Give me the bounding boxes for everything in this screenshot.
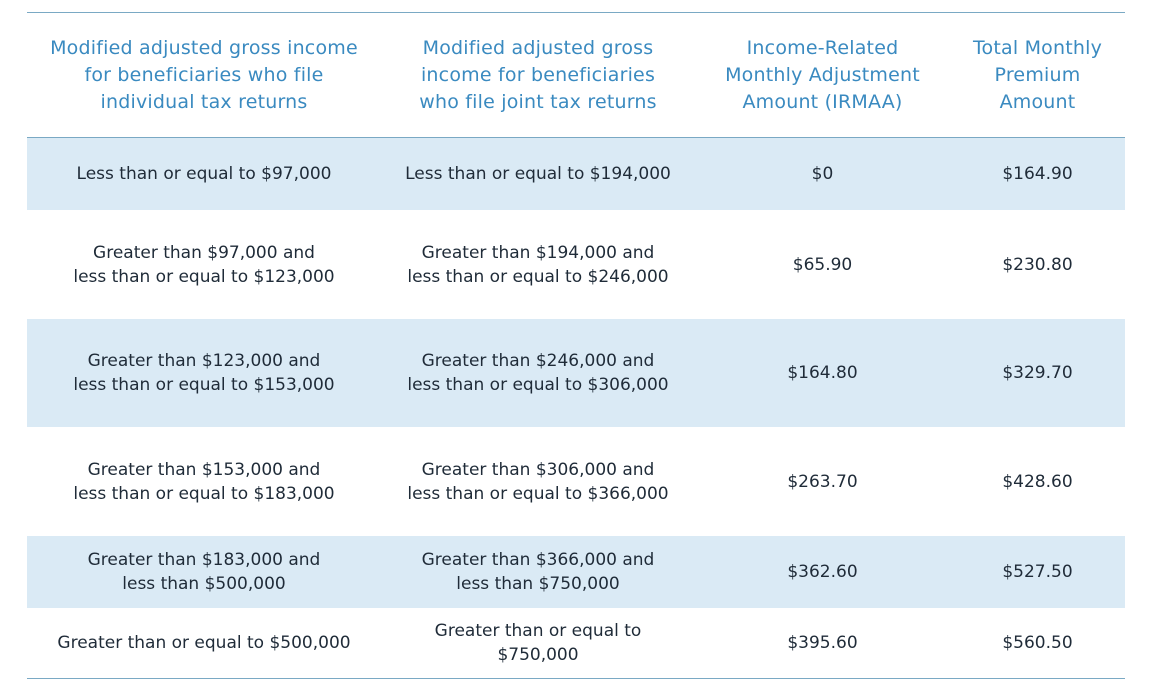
cell-line: less than or equal to $183,000 — [73, 483, 335, 504]
header-irmaa — [695, 35, 950, 116]
header-line: Modified adjusted gross — [422, 36, 654, 59]
cell-line: Greater than or equal to $500,000 — [57, 633, 351, 653]
header-line: Modified adjusted gross income — [50, 36, 358, 59]
individual-income-cell — [27, 458, 381, 506]
individual-income-cell — [27, 349, 381, 397]
cell-line: less than or equal to $366,000 — [407, 483, 669, 504]
irmaa-table — [27, 12, 1125, 679]
cell-line: less than or equal to $153,000 — [73, 375, 335, 395]
header-line: Monthly Adjustment — [725, 63, 920, 86]
header-line: who file joint tax returns — [419, 90, 657, 113]
header-individual-income — [27, 35, 381, 116]
header-total-premium — [950, 35, 1125, 116]
cell-line: Less than or equal to $97,000 — [76, 164, 332, 184]
cell-line: less than $500,000 — [122, 574, 286, 594]
cell-line: less than or equal to $306,000 — [407, 375, 669, 395]
individual-income-cell — [27, 162, 381, 186]
cell-line: Greater than $194,000 and — [421, 242, 655, 263]
joint-income-cell — [381, 619, 695, 667]
header-joint-income — [381, 35, 695, 116]
table-row — [27, 138, 1125, 210]
cell-line: Greater than $123,000 and — [87, 351, 321, 371]
joint-income-cell — [381, 349, 695, 397]
total-premium-cell: $560.50 — [1002, 633, 1073, 653]
cell-line: Greater than $153,000 and — [87, 459, 321, 480]
irmaa-cell: $164.80 — [787, 363, 858, 383]
cell-line: Greater than or equal to — [434, 621, 642, 641]
cell-line: Greater than $183,000 and — [87, 550, 321, 570]
irmaa-cell: $263.70 — [787, 471, 858, 492]
cell-line: less than $750,000 — [456, 574, 620, 594]
individual-income-cell — [27, 241, 381, 289]
header-line: Amount — [999, 90, 1076, 113]
header-line: Total Monthly — [972, 36, 1103, 59]
cell-line: Greater than $366,000 and — [421, 550, 655, 570]
table-row — [27, 536, 1125, 608]
table-row — [27, 319, 1125, 427]
total-premium-cell: $428.60 — [1002, 471, 1073, 492]
table-row — [27, 608, 1125, 678]
header-line: individual tax returns — [100, 90, 308, 113]
cell-line: $750,000 — [497, 645, 579, 665]
joint-income-cell — [381, 241, 695, 289]
total-premium-cell: $230.80 — [1002, 254, 1073, 275]
header-line: income for beneficiaries — [420, 63, 656, 86]
individual-income-cell — [27, 631, 381, 655]
cell-line: Greater than $306,000 and — [421, 459, 655, 480]
irmaa-cell: $362.60 — [787, 562, 858, 582]
header-line: Amount (IRMAA) — [742, 90, 903, 113]
total-premium-cell: $164.90 — [1002, 164, 1073, 184]
individual-income-cell — [27, 548, 381, 596]
total-premium-cell: $329.70 — [1002, 363, 1073, 383]
header-line: for beneficiaries who file — [84, 63, 324, 86]
table-bottom-rule — [27, 678, 1125, 679]
joint-income-cell — [381, 458, 695, 506]
cell-line: less than or equal to $246,000 — [407, 266, 669, 287]
cell-line: Greater than $97,000 and — [93, 242, 315, 263]
cell-line: less than or equal to $123,000 — [73, 266, 335, 287]
irmaa-cell: $0 — [811, 164, 834, 184]
table-row — [27, 210, 1125, 319]
total-premium-cell: $527.50 — [1002, 562, 1073, 582]
irmaa-cell: $395.60 — [787, 633, 858, 653]
header-line: Income-Related — [746, 36, 899, 59]
cell-line: Greater than $246,000 and — [421, 351, 655, 371]
table-header — [27, 13, 1125, 138]
joint-income-cell — [381, 548, 695, 596]
table-row — [27, 427, 1125, 536]
joint-income-cell — [381, 162, 695, 186]
cell-line: Less than or equal to $194,000 — [405, 164, 671, 184]
header-line: Premium — [994, 63, 1081, 86]
irmaa-cell: $65.90 — [792, 254, 853, 275]
